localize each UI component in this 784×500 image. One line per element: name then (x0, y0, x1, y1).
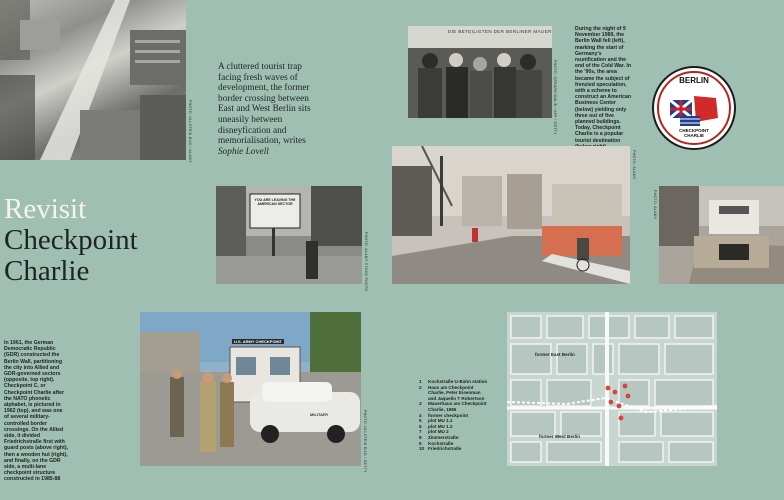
map-legend (419, 379, 489, 452)
tourist-checkpoint-photo (659, 186, 784, 284)
legend-item (419, 385, 489, 402)
checkpoint-1962-photo (140, 312, 361, 466)
credit-street: PHOTO: ALAMY (632, 150, 636, 180)
caption-bottom-left: In 1961, the German Democratic Republic (GDR) constructed the Berlin Wall, partitioning the city into Allied and GDR-governed sectors (opposite, top right). Checkpoint C, or Checkpoint Charlie after the NATO phonetic alphabet, is pictured in 1962 (top), and was one of several military-controlled border crossings. On the Allied side, it divided Friedrichstraße first with guard posts (above right), then a wooden hut (right), and finally, on the GDR side, a multi-lane checkpoint structure constructed in 1985-88 (4, 340, 68, 483)
badge-top-text: BERLIN (679, 76, 709, 85)
tourist-checkpoint-photo-art (659, 186, 784, 284)
friedrichstrasse-photo-art (392, 146, 630, 284)
area-map-art (507, 312, 717, 466)
badge-bottom-text: CHECKPOINT CHARLIE (679, 128, 709, 138)
credit-tourist: PHOTO: ALAMY (653, 190, 657, 220)
legend-number: 7 (419, 429, 422, 435)
friedrichstrasse-photo (392, 146, 630, 284)
legend-number: 5 (419, 418, 422, 424)
legend-number: 10 (419, 446, 425, 452)
checkpoint-1962-photo-art (140, 312, 361, 466)
credit-aerial: PHOTO: ULLSTEIN BILD / ALAMY (188, 100, 192, 163)
legend-number: 2 (419, 384, 422, 390)
title-line-2: Checkpoint (4, 224, 138, 256)
map-label-east: former East Berlin (535, 352, 575, 357)
legend-number: 6 (419, 423, 422, 429)
legend-number: 3 (419, 401, 422, 407)
credit-wallfall: PHOTO: GERARD MALIE / AFP / GETTY (553, 60, 557, 135)
aerial-photo-art (0, 0, 186, 160)
legend-number: 8 (419, 434, 422, 440)
legend-text: plot MU 2 (428, 429, 449, 435)
legend-text: Zimmerstraße (428, 434, 459, 440)
legend-text: former checkpoint (428, 412, 469, 418)
aerial-photo (0, 0, 186, 160)
standfirst-text: A cluttered tourist trap facing fresh waves of development, the former border crossing between East and West Berlin sits uneasily between disneyfication and memorialisation, writes (218, 62, 311, 147)
legend-item (419, 401, 489, 412)
wall-fall-photo-art (408, 26, 552, 118)
credit-colour: PHOTO: ULLSTEIN BILD / GETTY (363, 410, 367, 473)
legend-text: Kochstraße (428, 440, 454, 446)
hut-label: U.S. ARMY CHECKPOINT (234, 339, 283, 344)
title-line-1: Revisit (4, 193, 87, 225)
sector-sign-photo (216, 186, 362, 284)
standfirst-author: Sophie Lovell (218, 146, 269, 157)
legend-number: 4 (419, 412, 422, 418)
legend-text: Haus am Checkpoint Charlie, Peter Eisenman and Jaquelin T Robertson (428, 384, 485, 401)
checkpoint-charlie-badge (652, 66, 736, 150)
sector-sign-text: YOU ARE LEAVING THE AMERICAN SECTOR (254, 198, 296, 207)
legend-text: Kochstraße U-Bahn station (428, 379, 488, 384)
page-title (4, 194, 138, 287)
caption-top-right: During the night of 9 November 1989, the Berlin Wall fell (left), marking the start of Germany's reunification and the end of the Cold War. In the '90s, the area became the subject of frenzied speculation, with a scheme to construct an American Business Center (below) yielding only three out of five planned buildings. Today, Checkpoint Charlie is a popular tourist destination (575, 26, 632, 144)
wall-fall-photo (408, 26, 552, 118)
credit-sign: PHOTO: ALAMY STOCK PHOTO (364, 232, 368, 292)
area-map (507, 312, 717, 466)
legend-number: 9 (419, 440, 422, 446)
legend-text: Mauerhaus am Checkpoint Charlie, 1986 (428, 401, 487, 412)
legend-text: plot MU 1.2 (428, 423, 453, 429)
legend-item (419, 446, 489, 452)
map-label-west: former West Berlin (539, 434, 581, 439)
legend-text: Friedrichstraße (428, 446, 462, 452)
title-line-3: Charlie (4, 255, 90, 287)
banner-text: DIE BETEILIGTEN DER BERLINER MAUER (448, 29, 552, 34)
car-plate: MILITARY (310, 412, 329, 417)
legend-text: plot MU 1.1 (428, 418, 453, 424)
legend-number: 1 (419, 379, 422, 384)
standfirst (218, 62, 314, 157)
